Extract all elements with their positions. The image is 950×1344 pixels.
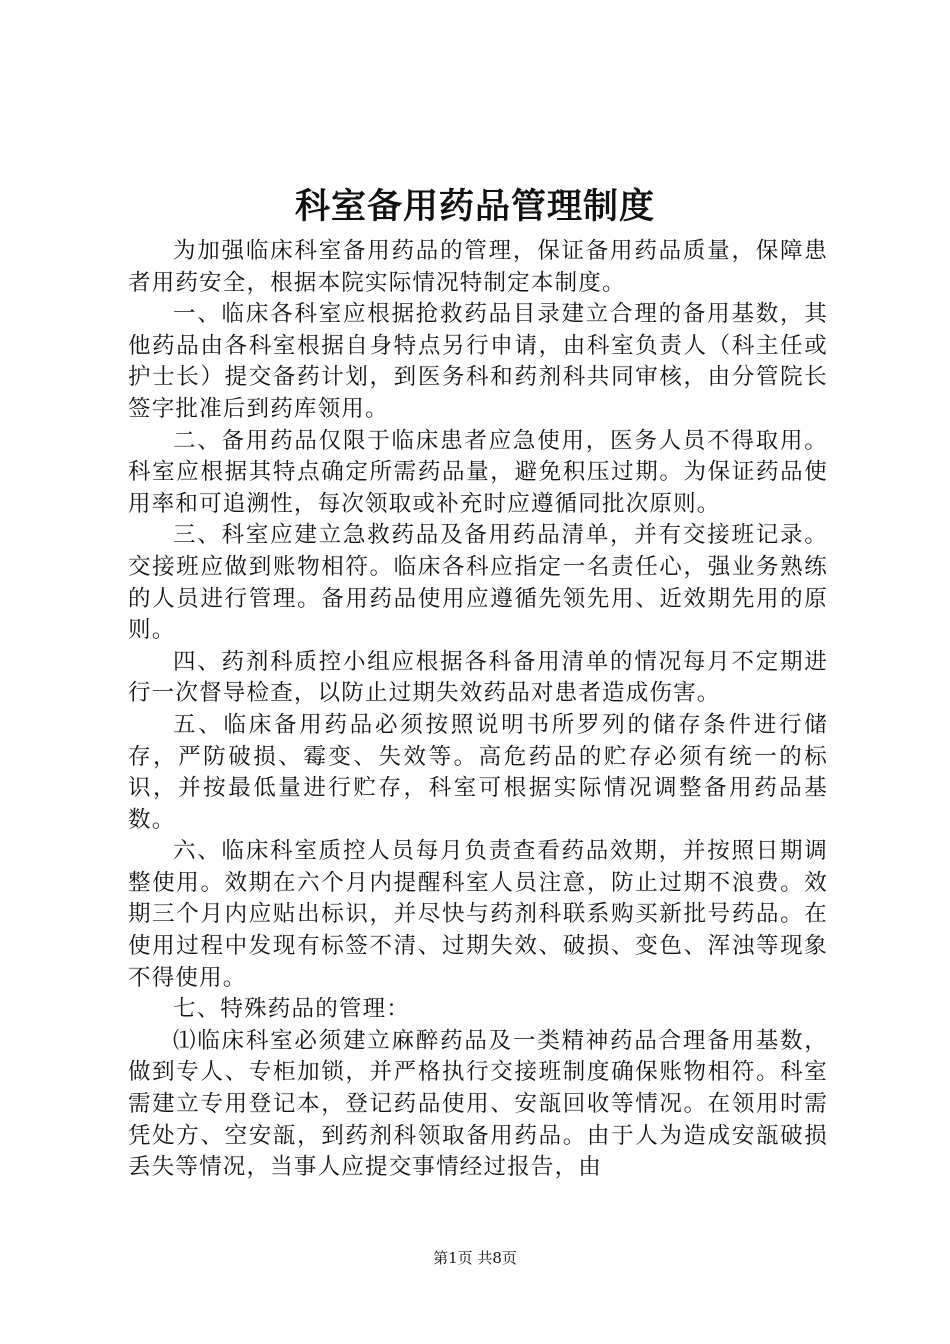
paragraph-section-4: 四、药剂科质控小组应根据各科备用清单的情况每月不定期进行一次督导检查，以防止过期失效药品对患者造成伤害。 — [128, 648, 828, 707]
paragraph-section-6: 六、临床科室质控人员每月负责查看药品效期，并按照日期调整使用。效期在六个月内提醒科室人员注意，防止过期不浪费。效期三个月内应贴出标识，并尽快与药剂科联系购买新批号药品。在使用过程中发现有标签不清、过期失效、破损、变色、浑浊等现象不得使用。 — [128, 838, 828, 991]
document-body — [128, 236, 828, 1184]
paragraph-section-2: 二、备用药品仅限于临床患者应急使用，医务人员不得取用。科室应根据其特点确定所需药品量，避免积压过期。为保证药品使用率和可追溯性，每次领取或补充时应遵循同批次原则。 — [128, 427, 828, 517]
page-footer: 第1页 共8页 — [433, 1249, 517, 1267]
paragraph-section-7-heading: 七、特殊药品的管理： — [173, 996, 411, 1023]
paragraph-section-1: 一、临床各科室应根据抢救药品目录建立合理的备用基数，其他药品由各科室根据自身特点另行申请，由科室负责人（科主任或护士长）提交备药计划，到医务科和药剂科共同审核，由分管院长签字批准后到药库领用。 — [128, 301, 828, 422]
paragraph-intro: 为加强临床科室备用药品的管理，保证备用药品质量，保障患者用药安全，根据本院实际情况特制定本制度。 — [128, 238, 828, 296]
paragraph-section-7-item-1: ⑴临床科室必须建立麻醉药品及一类精神药品合理备用基数，做到专人、专柜加锁，并严格执行交接班制度确保账物相符。科室需建立专用登记本，登记药品使用、安瓿回收等情况。在领用时需凭处方、空安瓿，到药剂科领取备用药品。由于人为造成安瓿破损丢失等情况，当事人应提交事情经过报告，由 — [128, 1027, 828, 1181]
paragraph-section-5: 五、临床备用药品必须按照说明书所罗列的储存条件进行储存，严防破损、霉变、失效等。高危药品的贮存必须有统一的标识，并按最低量进行贮存，科室可根据实际情况调整备用药品基数。 — [128, 711, 828, 833]
document-title: 科室备用药品管理制度 — [294, 187, 655, 227]
paragraph-section-3: 三、科室应建立急救药品及备用药品清单，并有交接班记录。交接班应做到账物相符。临床各科应指定一名责任心，强业务熟练的人员进行管理。备用药品使用应遵循先领先用、近效期先用的原则。 — [128, 522, 828, 644]
